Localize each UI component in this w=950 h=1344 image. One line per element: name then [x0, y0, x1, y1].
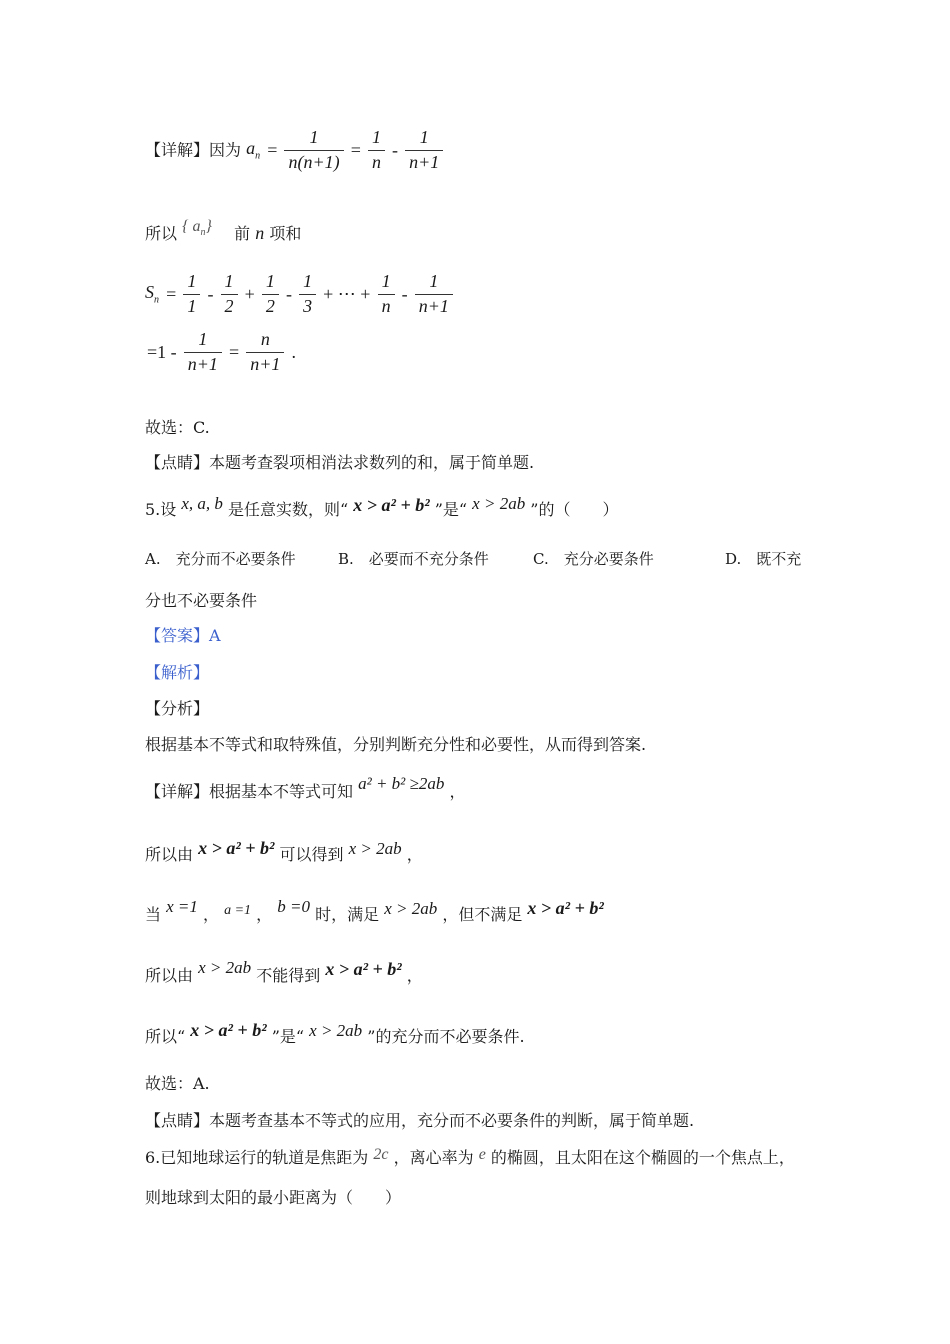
fraction: $\frac{1}{n+1}$: [405, 128, 443, 173]
text: ，: [406, 966, 423, 985]
equals: =: [350, 140, 361, 161]
fraction: $\frac{1}{3}$: [299, 272, 316, 317]
question-5: [145, 494, 619, 519]
fraction: $\frac{1}{n+1}$: [184, 330, 222, 375]
text: 5.设: [145, 500, 177, 519]
option-c: C. 充分必要条件: [533, 550, 654, 568]
option-d: D. 既不充: [725, 550, 802, 568]
fraction: $\frac{1}{n}$: [368, 128, 385, 173]
minus: -: [392, 140, 399, 161]
text: 可以得到: [279, 845, 344, 864]
operator: -: [285, 284, 292, 305]
text: ，但不满足: [442, 905, 523, 924]
question-6-cont: 则地球到太阳的最小距离为（ ）: [145, 1188, 402, 1207]
fraction: $\frac{1}{2}$: [262, 272, 279, 317]
condition-2: x > 2ab: [348, 839, 402, 858]
var-a: $a_n$: [246, 138, 261, 162]
var-e: e: [478, 1146, 486, 1163]
option-d-continued: 分也不必要条件: [145, 591, 258, 610]
text: ，: [256, 905, 273, 924]
condition-2: x > 2ab: [472, 494, 526, 513]
text: ，离心率为: [393, 1148, 474, 1167]
fraction: $\frac{1}{n+1}$: [415, 272, 453, 317]
question-6: [145, 1146, 795, 1167]
text: ，: [406, 845, 423, 864]
text: ”的（ ）: [530, 500, 619, 519]
value-x: x =1: [166, 897, 198, 916]
operator: -: [207, 284, 214, 305]
text: 所以: [145, 224, 178, 243]
condition-2: x > 2ab: [309, 1021, 363, 1040]
operator: -: [401, 284, 408, 305]
var-2c: 2c: [373, 1146, 389, 1163]
value-b: b =0: [277, 897, 310, 916]
detail-label: 【详解】因为: [145, 140, 242, 160]
fenxi-text: 根据基本不等式和取特殊值，分别判断充分性和必要性，从而得到答案.: [145, 735, 647, 754]
condition-1: x > a² + b²: [527, 898, 604, 918]
operator: +: [244, 284, 255, 305]
fraction: $\frac{1}{2}$: [221, 272, 238, 317]
text: 【详解】根据基本不等式可知: [145, 782, 354, 801]
condition-2: x > 2ab: [198, 958, 252, 977]
option-b: B. 必要而不充分条件: [338, 550, 489, 568]
text: ”的充分而不必要条件.: [367, 1027, 525, 1046]
detail-1: [145, 774, 466, 801]
condition-1: x > a² + b²: [190, 1020, 267, 1040]
condition-1: x > a² + b²: [198, 838, 275, 858]
detail-2: [145, 838, 423, 864]
text: 所以“: [145, 1027, 186, 1046]
text: 时，满足: [315, 905, 380, 924]
comment-line-2: 【点睛】本题考查基本不等式的应用，充分而不必要条件的判断，属于简单题.: [145, 1111, 695, 1130]
equals: =: [166, 284, 177, 305]
comment-line: 【点睛】本题考查裂项相消法求数列的和，属于简单题.: [145, 453, 535, 472]
detail-3: [145, 897, 604, 924]
value-a: a =1: [224, 903, 252, 918]
condition-2: x > 2ab: [384, 899, 438, 918]
fraction: $\frac{n}{n+1}$: [246, 330, 284, 375]
choice-c: 故选：C.: [145, 418, 210, 437]
choice-a: 故选：A.: [145, 1074, 210, 1093]
fraction: $\frac{1}{n}$: [378, 272, 395, 317]
var-n: n: [255, 223, 265, 243]
text: 不能得到: [256, 966, 321, 985]
analysis-label: 【解析】: [145, 663, 210, 682]
text: ”是“: [434, 500, 468, 519]
period: .: [291, 342, 296, 363]
sum-result-line: [145, 330, 298, 375]
variables: x, a, b: [181, 494, 223, 513]
equals: =: [267, 140, 278, 161]
operator: + ⋯ +: [323, 284, 371, 305]
text: 所以由: [145, 966, 194, 985]
text: 前: [234, 224, 251, 243]
text: 是任意实数，则“: [228, 500, 349, 519]
sequence-symbol: { $a_n$}: [182, 218, 212, 239]
text: 6.已知地球运行的轨道是焦距为: [145, 1148, 369, 1167]
text: 项和: [269, 224, 302, 243]
sum-intro-line: [145, 218, 302, 246]
equals: =: [229, 342, 240, 363]
text: ，: [202, 905, 219, 924]
text: 所以由: [145, 845, 194, 864]
fenxi-label: 【分析】: [145, 699, 210, 718]
var-S: $S_n$: [145, 282, 159, 306]
text: 的椭圆，且太阳在这个椭圆的一个焦点上，: [490, 1148, 795, 1167]
fraction: $\frac{1}{1}$: [183, 272, 200, 317]
detail-line-an: [145, 128, 443, 173]
text: 当: [145, 905, 162, 924]
text: ，: [449, 782, 466, 801]
inequality: a² + b² ≥2ab: [358, 774, 445, 793]
condition-1: x > a² + b²: [325, 959, 402, 979]
equals: =1 -: [147, 342, 177, 363]
answer-label: 【答案】A: [145, 626, 221, 645]
detail-5: [145, 1020, 525, 1046]
text: ”是“: [271, 1027, 305, 1046]
option-a: A. 充分而不必要条件: [145, 550, 296, 568]
sum-expansion-line: [145, 272, 453, 317]
condition-1: x > a² + b²: [353, 495, 430, 515]
detail-4: [145, 958, 423, 985]
fraction: $\frac{1}{n(n+1)}$: [284, 128, 343, 173]
